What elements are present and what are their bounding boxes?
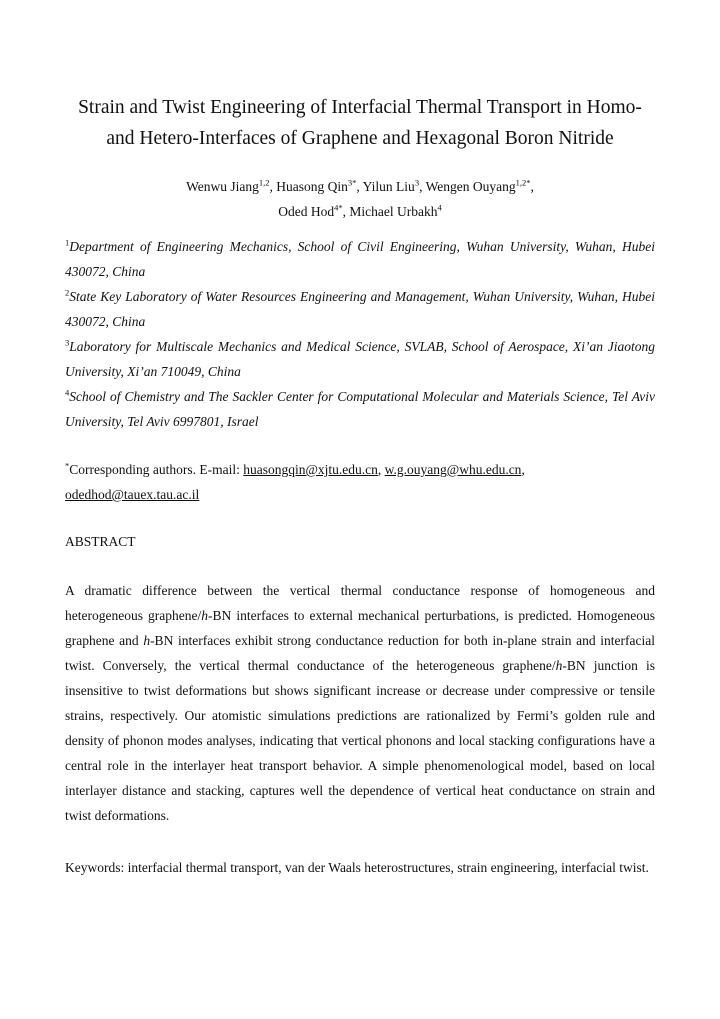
paper-title [60,92,660,154]
title-line-1: Strain and Twist Engineering of Interfacial Thermal Transport in Homo- [78,97,642,118]
author-affiliation-mark: 1,2 [258,177,270,188]
affiliation-item [65,384,655,434]
email-separator: , [377,462,385,477]
author-line-1 [60,174,660,199]
author-line-2 [60,199,660,224]
affiliation-number: 4 [65,387,70,398]
email-separator: , [521,462,525,477]
author-affiliation-mark: 3* [347,177,357,188]
abstract-italic-h: h [143,633,151,648]
affiliation-list [65,234,655,434]
abstract-italic-h: h [201,608,209,623]
abstract-segment: A dramatic difference between the vertical thermal conductance response of homogeneous and heterogeneous graphene/ [65,583,655,623]
abstract-segment: -BN interfaces to external mechanical perturbations, is predicted. Homogeneous graphene and [65,608,655,648]
affiliation-item [65,234,655,284]
abstract-segment: -BN junction is insensitive to twist deformations but shows significant increase or decrease under compressive or tensile strains, respectively. Our atomistic simulations predictions are rationalized by Fermi’s golden rule and density of phonon modes analyses, indicating that vertical phonons and local stacking configurations have a central role in the interlayer heat transport behavior. A simple phenomenological model, based on local interlayer distance and stacking, captures well the dependence of vertical heat conductance on strain and twist deformations. [65,658,655,823]
affiliation-item [65,284,655,334]
affiliation-number: 3 [65,337,70,348]
author-affiliation-mark: 1,2* [515,177,531,188]
email-link[interactable]: w.g.ouyang@whu.edu.cn [384,462,522,477]
title-line-2: and Hetero-Interfaces of Graphene and Hexagonal Boron Nitride [106,128,614,149]
affiliation-number: 1 [65,237,70,248]
author-separator: , [342,204,350,219]
corresponding-line-2 [65,482,655,507]
author-name: Michael Urbakh [349,204,438,219]
abstract-text [65,578,655,828]
author-name: Wengen Ouyang [425,179,516,194]
author-separator: , [419,179,426,194]
abstract-segment: -BN interfaces exhibit strong conductance reduction for both in-plane strain and interfacial twist. Conversely, the vertical thermal conductance of the heterogeneous graphene/ [65,633,655,673]
affiliation-text: Laboratory for Multiscale Mechanics and Medical Science, SVLAB, School of Aerospace, Xi’an Jiaotong University, Xi’an 710049, China [65,339,655,379]
author-separator: , [530,179,534,194]
author-name: Oded Hod [278,204,335,219]
keywords: Keywords: interfacial thermal transport, van der Waals heterostructures, strain engineering, interfacial twist. [65,860,649,875]
corresponding-line-1 [65,457,655,482]
author-affiliation-mark: 4 [437,202,442,213]
author-list [60,174,660,224]
author-affiliation-mark: 3 [414,177,420,188]
corresponding-mark: * [65,460,70,471]
email-link[interactable]: huasongqin@xjtu.edu.cn [243,462,378,477]
author-separator: , [356,179,363,194]
abstract-italic-h: h [555,658,563,673]
author-name: Yilun Liu [362,179,415,194]
affiliation-number: 2 [65,287,70,298]
affiliation-text: Department of Engineering Mechanics, School of Civil Engineering, Wuhan University, Wuhan, Hubei 430072, China [65,239,655,279]
corresponding-authors [65,457,655,507]
author-name: Huasong Qin [276,179,348,194]
author-separator: , [269,179,277,194]
affiliation-item [65,334,655,384]
author-name: Wenwu Jiang [186,179,259,194]
email-link[interactable]: odedhod@tauex.tau.ac.il [65,487,200,502]
author-affiliation-mark: 4* [334,202,343,213]
abstract-heading: ABSTRACT [65,534,136,549]
corresponding-label: Corresponding authors. E-mail: [69,462,244,477]
affiliation-text: School of Chemistry and The Sackler Center for Computational Molecular and Materials Science, Tel Aviv University, Tel Aviv 6997801, Israel [65,389,655,429]
affiliation-text: State Key Laboratory of Water Resources Engineering and Management, Wuhan University, Wuhan, Hubei 430072, China [65,289,655,329]
